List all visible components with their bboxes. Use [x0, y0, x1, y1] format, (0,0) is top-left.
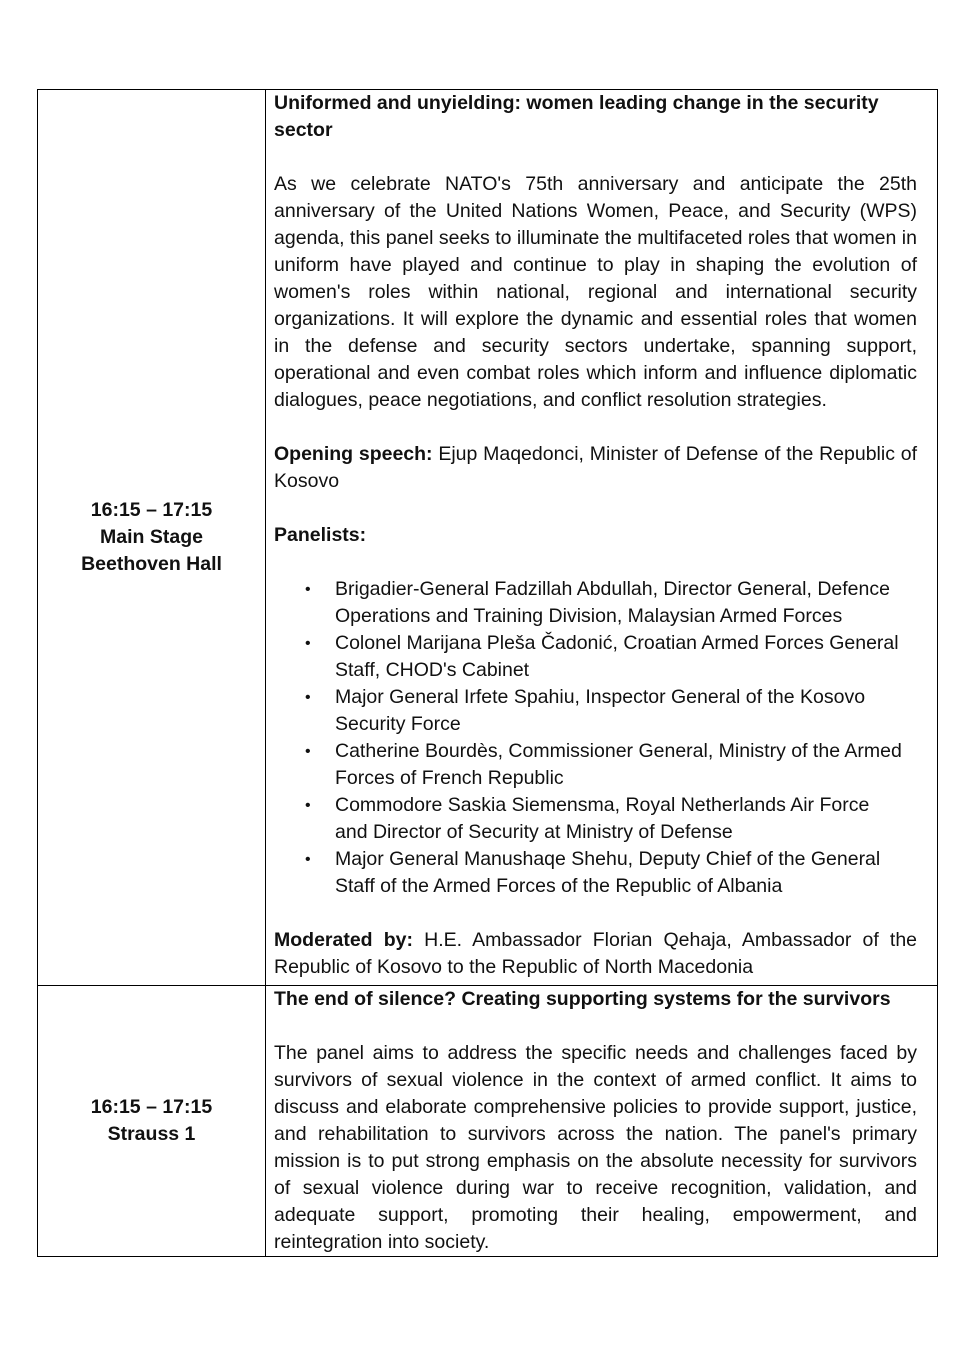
bullet-icon: •: [305, 635, 311, 652]
session-time: 16:15 – 17:15: [90, 499, 213, 521]
session-description: As we celebrate NATO's 75th anniversary and anticipate the 25th anniversary of the United Nations Women, Peace, and Security (WPS) agenda, this panel seeks to illuminate the multifaceted roles that women in uniform have played and continue to play in shaping the evolution of women's roles within national, regional and international security organizations. It will explore the dynamic and essential roles that women in the defense and security sectors undertake, spanning support, operational and even combat roles which inform and influence diplomatic dialogues, peace negotiations, and conflict resolution strategies.: [274, 173, 917, 411]
session-content-cell: [266, 90, 938, 986]
list-item: [305, 738, 917, 792]
panelist-text: Commodore Saskia Siemensma, Royal Netherlands Air Force and Director of Security at Ministry of Defense: [335, 794, 870, 843]
opening-speech: [274, 441, 917, 495]
bullet-icon: •: [305, 797, 311, 814]
session-row: [38, 90, 938, 986]
panelists-list: [274, 576, 917, 900]
session-time-cell: [38, 90, 266, 986]
session-time: 16:15 – 17:15: [90, 1096, 213, 1118]
panelist-text: Catherine Bourdès, Commissioner General, Ministry of the Armed Forces of French Republic: [335, 740, 902, 789]
panelists-label: Panelists:: [274, 524, 367, 546]
bullet-icon: •: [305, 581, 311, 598]
session-time-cell: [38, 986, 266, 1257]
program-table: [37, 89, 938, 1257]
session-row: [38, 986, 938, 1257]
panelist-text: Major General Irfete Spahiu, Inspector General of the Kosovo Security Force: [335, 686, 866, 735]
opening-speech-text: Ejup Maqedonci, Minister of Defense of the Republic of Kosovo: [274, 443, 917, 492]
moderated-by-text: H.E. Ambassador Florian Qehaja, Ambassador of the Republic of Kosovo to the Republic of North Macedonia: [274, 929, 918, 978]
bullet-icon: •: [305, 851, 311, 868]
session-description: The panel aims to address the specific needs and challenges faced by survivors of sexual violence in the context of armed conflict. It aims to discuss and elaborate comprehensive policies to provide support, justice, and rehabilitation to survivors across the nation. The panel's primary mission is to put strong emphasis on the absolute necessity for survivors of sexual violence during war to receive recognition, validation, and adequate support, promoting their healing, empowerment, and reintegration into society.: [274, 1042, 917, 1253]
bullet-icon: •: [305, 689, 311, 706]
session-content-cell: [266, 986, 938, 1257]
moderated-by: [274, 927, 917, 981]
session-title: The end of silence? Creating supporting systems for the survivors: [274, 988, 891, 1010]
bullet-icon: •: [305, 743, 311, 760]
list-item: [305, 792, 917, 846]
session-title: Uniformed and unyielding: women leading change in the security sector: [274, 92, 879, 141]
panelist-text: Major General Manushaqe Shehu, Deputy Chief of the General Staff of the Armed Forces of the Republic of Albania: [335, 848, 881, 897]
list-item: [305, 630, 917, 684]
panelist-text: Brigadier-General Fadzillah Abdullah, Director General, Defence Operations and Training Division, Malaysian Armed Forces: [335, 578, 890, 627]
session-venue: Strauss 1: [107, 1123, 196, 1145]
opening-speech-label: Opening speech:: [274, 443, 433, 465]
moderated-by-label: Moderated by:: [274, 929, 413, 951]
list-item: [305, 846, 917, 900]
list-item: [305, 684, 917, 738]
session-venue: Main Stage: [100, 526, 203, 548]
list-item: [305, 576, 917, 630]
panelist-text: Colonel Marijana Pleša Čadonić, Croatian Armed Forces General Staff, CHOD's Cabinet: [335, 632, 899, 681]
session-hall: Beethoven Hall: [81, 553, 222, 575]
